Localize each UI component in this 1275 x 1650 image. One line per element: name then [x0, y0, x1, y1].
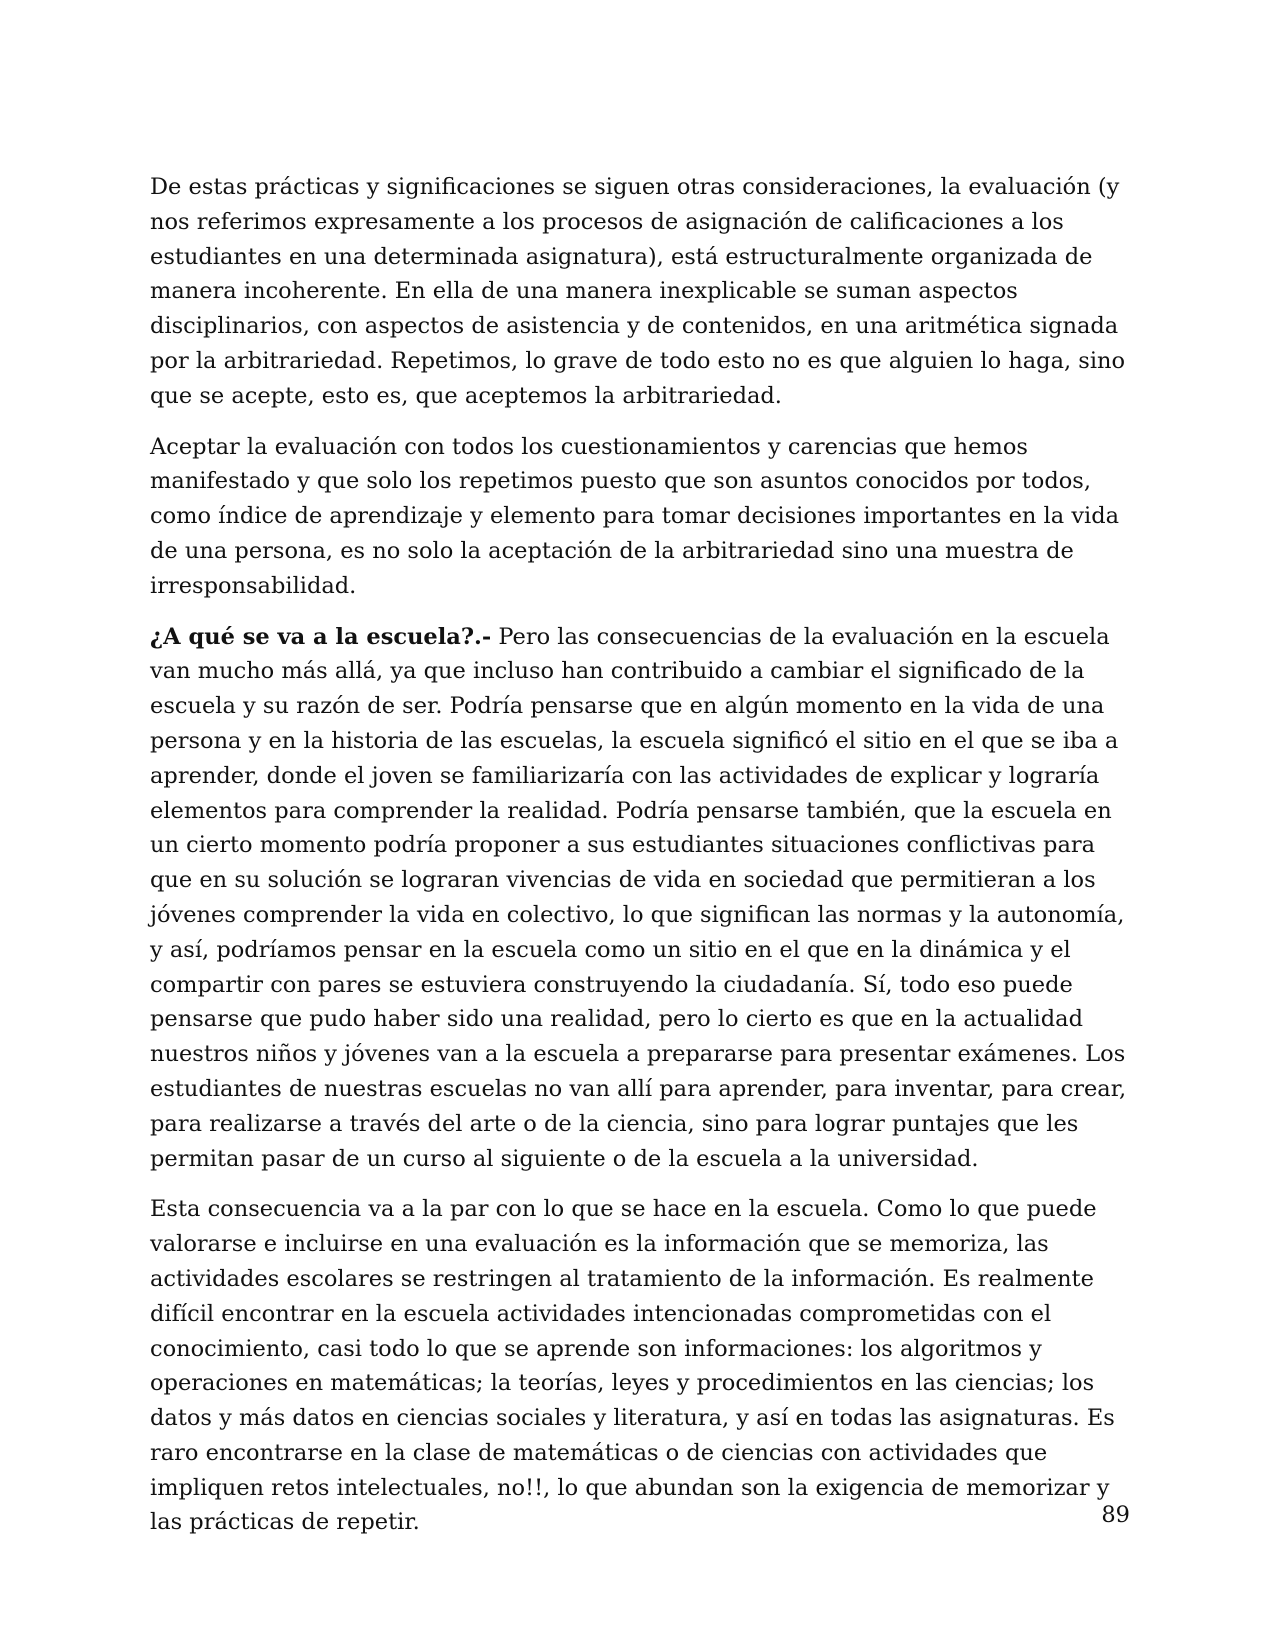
document-body: [150, 170, 1130, 1556]
paragraph-text: De estas prácticas y significaciones se siguen otras consideraciones, la evaluación (y nos referimos expresamente a los procesos de asignación de calificaciones a los estudiantes en una determinada asignatura), está estructuralmente organizada de manera incoherente. En ella de una manera inexplicable se suman aspectos disciplinarios, con aspectos de asistencia y de contenidos, en una aritmética signada por la arbitrariedad. Repetimos, lo grave de todo esto no es que alguien lo haga, sino que se acepte, esto es, que aceptemos la arbitrariedad.: [150, 174, 1126, 409]
inline-section-heading: ¿A qué se va a la escuela?.-: [150, 623, 492, 650]
page-number: 89: [1101, 1502, 1130, 1528]
paragraph-arbitrariness-acceptance: [150, 430, 1130, 604]
paragraph-evaluation-incoherence: [150, 170, 1130, 414]
paragraph-text: Esta consecuencia va a la par con lo que se hace en la escuela. Como lo que puede valorarse e incluirse en una evaluación es la información que se memoriza, las actividades escolares se restringen al tratamiento de la información. Es realmente difícil encontrar en la escuela actividades intencionadas comprometidas con el conocimiento, casi todo lo que se aprende son informaciones: los algoritmos y operaciones en matemáticas; la teorías, leyes y procedimientos en las ciencias; los datos y más datos en ciencias sociales y literatura, y así en todas las asignaturas. Es raro encontrarse en la clase de matemáticas o de ciencias con actividades que impliquen retos intelectuales, no!!, lo que abundan son la exigencia de memorizar y las prácticas de repetir.: [150, 1196, 1115, 1536]
paragraph-information-memorization: [150, 1192, 1130, 1540]
paragraph-why-school: [150, 620, 1130, 1177]
paragraph-text: Pero las consecuencias de la evaluación en la escuela van mucho más allá, ya que incluso han contribuido a cambiar el significado de la escuela y su razón de ser. Podría pensarse que en algún momento en la vida de una persona y en la historia de las escuelas, la escuela significó el sitio en el que se iba a aprender, donde el joven se familiarizaría con las actividades de explicar y lograría elementos para comprender la realidad. Podría pensarse también, que la escuela en un cierto momento podría proponer a sus estudiantes situaciones conflictivas para que en su solución se lograran vivencias de vida en sociedad que permitieran a los jóvenes comprender la vida en colectivo, lo que significan las normas y la autonomía, y así, podríamos pensar en la escuela como un sitio en el que en la dinámica y el compartir con pares se estuviera construyendo la ciudadanía. Sí, todo eso puede pensarse que pudo haber sido una realidad, pero lo cierto es que en la actualidad nuestros niños y jóvenes van a la escuela a prepararse para presentar exámenes. Los estudiantes de nuestras escuelas no van allí para aprender, para inventar, para crear, para realizarse a través del arte o de la ciencia, sino para lograr puntajes que les permitan pasar de un curso al siguiente o de la escuela a la universidad.: [150, 623, 1127, 1172]
paragraph-text: Aceptar la evaluación con todos los cuestionamientos y carencias que hemos manifestado y que solo los repetimos puesto que son asuntos conocidos por todos, como índice de aprendizaje y elemento para tomar decisiones importantes en la vida de una persona, es no solo la aceptación de la arbitrariedad sino una muestra de irresponsabilidad.: [150, 433, 1120, 599]
